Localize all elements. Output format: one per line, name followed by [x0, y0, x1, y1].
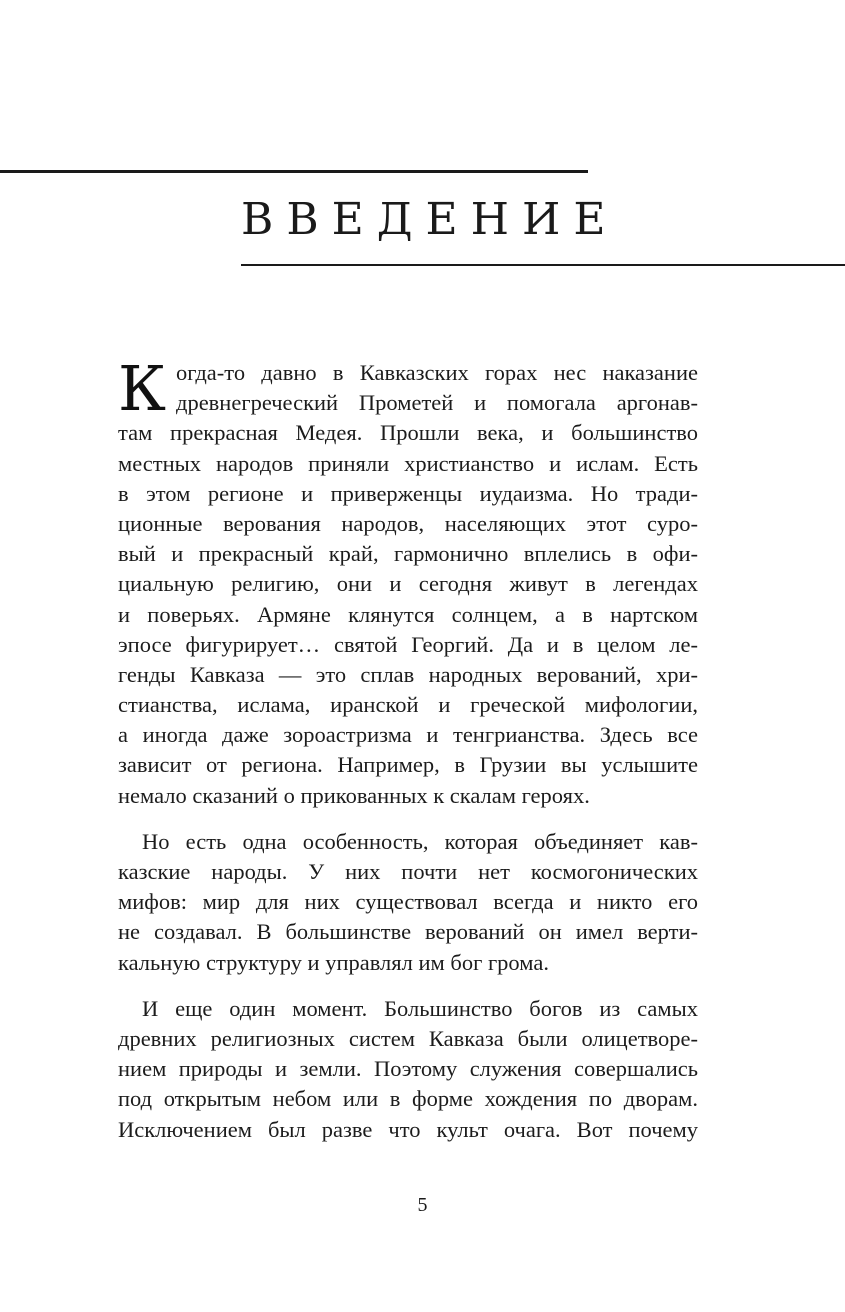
text-line: зависит от региона. Например, в Грузии вы услышите [118, 752, 698, 778]
text-line: нием природы и земли. Поэтому служения совершались [118, 1056, 698, 1082]
top-rule [0, 170, 588, 173]
bottom-rule [241, 264, 845, 266]
paragraph-3 [118, 994, 698, 1145]
text-line: И еще один момент. Большинство богов из самых [142, 995, 698, 1021]
text-line: Исключением был разве что культ очага. Вот почему [118, 1116, 698, 1142]
body-text [118, 352, 698, 1145]
text-line: вый и прекрасный край, гармонично вплелись в офи- [118, 541, 698, 567]
text-line: кальную структуру и управлял им бог грома. [118, 949, 549, 975]
text-line: древних религиозных систем Кавказа были олицетворе- [118, 1025, 698, 1051]
text-line: Но есть одна особенность, которая объединяет кав- [142, 828, 698, 854]
text-line: там прекрасная Медея. Прошли века, и большинство [118, 420, 698, 446]
text-line: стианства, ислама, иранской и греческой мифологии, [118, 692, 698, 718]
text-line: местных народов приняли христианство и ислам. Есть [118, 450, 698, 476]
text-line: казские народы. У них почти нет космогонических [118, 859, 698, 884]
paragraph-2 [118, 827, 698, 978]
text-line: и поверьях. Армяне клянутся солнцем, а в нартском [118, 601, 698, 627]
text-line: ционные верования народов, населяющих этот суро- [118, 510, 698, 536]
text-line: древнегреческий Прометей и помогала аргонав- [176, 390, 698, 416]
text-line: немало сказаний о прикованных к скалам героях. [118, 782, 590, 808]
text-line: огда-то давно в Кавказских горах нес наказание [176, 360, 698, 385]
text-line: а иногда даже зороастризма и тенгрианства. Здесь все [118, 722, 698, 748]
text-line: мифов: мир для них существовал всегда и никто его [118, 889, 698, 915]
page-number: 5 [417, 1194, 428, 1216]
chapter-title: ВВЕДЕНИЕ [241, 194, 619, 245]
text-line: под открытым небом или в форме хождения по дворам. [118, 1086, 698, 1112]
text-line: эпосе фигурирует… святой Георгий. Да и в целом ле- [118, 631, 698, 657]
paragraph-1 [118, 352, 698, 811]
text-line: циальную религию, они и сегодня живут в легендах [118, 571, 698, 597]
text-line: не создавал. В большинстве верований он имел верти- [118, 919, 698, 945]
drop-cap: К [118, 352, 166, 425]
text-line: в этом регионе и приверженцы иудаизма. Но тради- [118, 480, 698, 506]
text-line: генды Кавказа — это сплав народных верований, хри- [118, 661, 698, 687]
